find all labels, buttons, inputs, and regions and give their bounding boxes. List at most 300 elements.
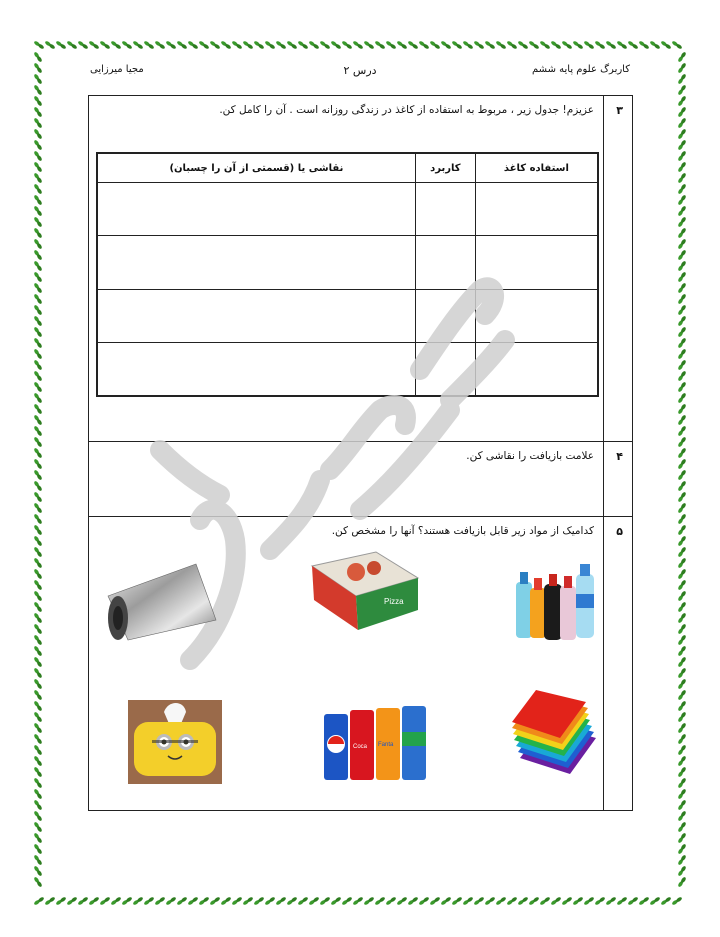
leaf-ornament [374, 40, 385, 49]
leaf-ornament [33, 194, 42, 205]
leaf-ornament [677, 293, 686, 304]
leaf-ornament [33, 359, 42, 370]
leaf-ornament [561, 40, 572, 49]
leaf-ornament [33, 326, 42, 337]
leaf-ornament [677, 678, 686, 689]
leaf-ornament [528, 896, 539, 905]
leaf-ornament [671, 40, 682, 49]
leaf-ornament [33, 755, 42, 766]
leaf-ornament [495, 896, 506, 905]
tissue-box-image [128, 700, 222, 784]
leaf-ornament [297, 896, 308, 905]
table-cell[interactable] [98, 342, 416, 395]
leaf-ornament [616, 896, 627, 905]
leaf-ornament [110, 896, 121, 905]
leaf-ornament [33, 821, 42, 832]
leaf-ornament [33, 337, 42, 348]
leaf-ornament [187, 896, 198, 905]
leaf-ornament [33, 238, 42, 249]
leaf-ornament [33, 689, 42, 700]
leaf-ornament [33, 51, 42, 62]
leaf-ornament [677, 425, 686, 436]
soda-cans-image [322, 702, 428, 782]
leaf-ornament [33, 205, 42, 216]
leaf-ornament [627, 40, 638, 49]
leaf-ornament [677, 832, 686, 843]
leaf-ornament [33, 414, 42, 425]
column-header-application: کاربرد [415, 154, 475, 183]
leaf-ornament [132, 896, 143, 905]
column-header-usage: استفاده کاغذ [475, 154, 597, 183]
leaf-ornament [594, 40, 605, 49]
table-row [98, 289, 598, 342]
leaf-ornament [677, 359, 686, 370]
leaf-ornament [33, 381, 42, 392]
leaf-ornament [33, 425, 42, 436]
leaf-ornament [649, 896, 660, 905]
leaf-ornament [561, 896, 572, 905]
leaf-ornament [385, 896, 396, 905]
leaf-ornament [99, 896, 110, 905]
leaf-ornament [33, 524, 42, 535]
leaf-ornament [677, 568, 686, 579]
leaf-ornament [33, 84, 42, 95]
leaf-ornament [33, 271, 42, 282]
leaf-ornament [33, 568, 42, 579]
leaf-ornament [451, 40, 462, 49]
leaf-ornament [517, 40, 528, 49]
leaf-ornament [677, 876, 686, 887]
leaf-ornament [33, 249, 42, 260]
leaf-ornament [677, 436, 686, 447]
leaf-ornament [352, 896, 363, 905]
leaf-ornament [660, 40, 671, 49]
leaf-ornament [33, 590, 42, 601]
leaf-ornament [308, 896, 319, 905]
leaf-ornament [110, 40, 121, 49]
table-row [98, 183, 598, 236]
column-header-drawing: نقاشی یا (قسمتی از آن را چسبان) [98, 154, 416, 183]
leaf-ornament [154, 40, 165, 49]
leaf-ornament [286, 40, 297, 49]
table-cell[interactable] [475, 183, 597, 236]
leaf-ornament [495, 40, 506, 49]
author-name: مجیا میرزایی [90, 64, 144, 75]
leaf-ornament [33, 579, 42, 590]
leaf-ornament [677, 249, 686, 260]
leaf-ornament [33, 392, 42, 403]
paper-usage-table [96, 152, 599, 397]
table-cell[interactable] [98, 289, 416, 342]
leaf-ornament [677, 491, 686, 502]
number-cell [603, 442, 632, 516]
table-cell[interactable] [475, 289, 597, 342]
leaf-ornament [33, 722, 42, 733]
leaf-ornament [297, 40, 308, 49]
leaf-ornament [677, 403, 686, 414]
leaf-ornament [33, 799, 42, 810]
leaf-ornament [473, 40, 484, 49]
leaf-ornament [677, 656, 686, 667]
leaf-ornament [677, 238, 686, 249]
leaf-ornament [550, 40, 561, 49]
leaf-ornament [242, 40, 253, 49]
leaf-ornament [33, 370, 42, 381]
leaf-ornament [396, 896, 407, 905]
leaf-ornament [88, 40, 99, 49]
leaf-ornament [77, 896, 88, 905]
leaf-ornament [677, 106, 686, 117]
leaf-ornament [33, 183, 42, 194]
leaf-ornament [33, 601, 42, 612]
leaf-ornament [616, 40, 627, 49]
leaf-ornament [677, 524, 686, 535]
leaf-ornament [677, 865, 686, 876]
leaf-ornament [44, 40, 55, 49]
leaf-ornament [253, 40, 264, 49]
leaf-ornament [677, 73, 686, 84]
leaf-ornament [66, 896, 77, 905]
leaf-ornament [33, 546, 42, 557]
leaf-ornament [55, 40, 66, 49]
leaf-ornament [506, 896, 517, 905]
leaf-ornament [677, 645, 686, 656]
leaf-ornament [33, 502, 42, 513]
number-cell [603, 96, 632, 441]
leaf-ornament [677, 227, 686, 238]
table-row [98, 342, 598, 395]
leaf-ornament [677, 722, 686, 733]
leaf-ornament [677, 414, 686, 425]
table-cell[interactable] [415, 183, 475, 236]
leaf-ornament [677, 854, 686, 865]
leaf-ornament [677, 117, 686, 128]
svg-text:Pizza: Pizza [384, 597, 404, 606]
leaf-ornament [176, 896, 187, 905]
table-cell[interactable] [98, 183, 416, 236]
question-row-4 [89, 442, 632, 517]
leaf-ornament [677, 172, 686, 183]
leaf-ornament [677, 689, 686, 700]
colored-paper-image [510, 688, 598, 776]
leaf-ornament [33, 172, 42, 183]
leaf-ornament [385, 40, 396, 49]
leaf-ornament [677, 700, 686, 711]
table-cell[interactable] [415, 289, 475, 342]
leaf-ornament [231, 896, 242, 905]
leaf-ornament [33, 348, 42, 359]
leaf-ornament [677, 139, 686, 150]
table-cell[interactable] [475, 236, 597, 289]
leaf-ornament [198, 40, 209, 49]
leaf-ornament [677, 128, 686, 139]
leaf-ornament [429, 40, 440, 49]
leaf-ornament [176, 40, 187, 49]
leaf-ornament [677, 150, 686, 161]
leaf-ornament [677, 810, 686, 821]
leaf-ornament [275, 896, 286, 905]
leaf-ornament [677, 513, 686, 524]
leaf-ornament [264, 896, 275, 905]
leaf-ornament [363, 896, 374, 905]
question-number: ۳ [616, 104, 623, 117]
table-header-row [98, 154, 598, 183]
leaf-ornament [677, 51, 686, 62]
leaf-ornament [165, 40, 176, 49]
leaf-ornament [677, 95, 686, 106]
leaf-ornament [33, 62, 42, 73]
leaf-ornament [363, 40, 374, 49]
leaf-ornament [33, 733, 42, 744]
leaf-ornament [33, 634, 42, 645]
leaf-ornament [165, 896, 176, 905]
leaf-ornament [539, 40, 550, 49]
leaf-ornament [33, 128, 42, 139]
leaf-ornament [638, 896, 649, 905]
leaf-ornament [33, 667, 42, 678]
leaf-ornament [451, 896, 462, 905]
leaf-ornament [583, 896, 594, 905]
leaf-ornament [33, 854, 42, 865]
leaf-ornament [407, 40, 418, 49]
lesson-number: درس ۲ [343, 64, 377, 77]
question-number: ۴ [616, 450, 623, 463]
leaf-ornament [132, 40, 143, 49]
leaf-ornament [44, 896, 55, 905]
pizza-box-image [306, 548, 422, 636]
leaf-ornament [33, 865, 42, 876]
leaf-ornament [677, 271, 686, 282]
leaf-ornament [330, 40, 341, 49]
leaf-ornament [677, 469, 686, 480]
leaf-ornament [440, 896, 451, 905]
leaf-ornament [33, 535, 42, 546]
leaf-ornament [33, 788, 42, 799]
leaf-ornament [319, 896, 330, 905]
leaf-ornament [231, 40, 242, 49]
leaf-ornament [209, 40, 220, 49]
leaf-ornament [253, 896, 264, 905]
table-cell[interactable] [415, 236, 475, 289]
leaf-ornament [677, 535, 686, 546]
leaf-ornament [33, 95, 42, 106]
leaf-ornament [33, 832, 42, 843]
leaf-ornament [396, 40, 407, 49]
leaf-ornament [677, 205, 686, 216]
leaf-ornament [33, 491, 42, 502]
leaf-ornament [88, 896, 99, 905]
svg-text:Fanta: Fanta [378, 742, 394, 748]
leaf-ornament [627, 896, 638, 905]
leaf-ornament [33, 744, 42, 755]
leaf-ornament [677, 502, 686, 513]
svg-text:Coca: Coca [353, 744, 368, 750]
leaf-ornament [677, 348, 686, 359]
leaf-ornament [550, 896, 561, 905]
leaf-ornament [484, 896, 495, 905]
leaf-ornament [33, 513, 42, 524]
leaf-ornament [77, 40, 88, 49]
leaf-ornament [33, 161, 42, 172]
leaf-ornament [506, 40, 517, 49]
leaf-ornament [33, 150, 42, 161]
leaf-ornament [677, 84, 686, 95]
leaf-ornament [677, 733, 686, 744]
leaf-ornament [33, 843, 42, 854]
leaf-ornament [143, 40, 154, 49]
leaf-ornament [677, 260, 686, 271]
table-row [98, 236, 598, 289]
leaf-ornament [33, 711, 42, 722]
leaf-ornament [33, 227, 42, 238]
leaf-ornament [677, 216, 686, 227]
leaf-ornament [33, 612, 42, 623]
leaf-ornament [33, 139, 42, 150]
leaf-ornament [671, 896, 682, 905]
leaf-ornament [677, 326, 686, 337]
leaf-ornament [33, 469, 42, 480]
leaf-ornament [677, 744, 686, 755]
leaf-ornament [242, 896, 253, 905]
leaf-ornament [677, 788, 686, 799]
leaf-ornament [605, 896, 616, 905]
leaf-ornament [649, 40, 660, 49]
leaf-ornament [33, 282, 42, 293]
leaf-ornament [374, 896, 385, 905]
leaf-ornament [677, 337, 686, 348]
leaf-ornament [121, 40, 132, 49]
leaf-ornament [677, 381, 686, 392]
leaf-ornament [677, 843, 686, 854]
leaf-ornament [55, 896, 66, 905]
leaf-ornament [677, 392, 686, 403]
leaf-ornament [418, 896, 429, 905]
leaf-ornament [660, 896, 671, 905]
leaf-ornament [677, 579, 686, 590]
leaf-ornament [677, 62, 686, 73]
leaf-ornament [99, 40, 110, 49]
leaf-ornament [677, 821, 686, 832]
leaf-ornament [33, 766, 42, 777]
plastic-bottles-image [512, 560, 598, 642]
leaf-ornament [572, 40, 583, 49]
leaf-ornament [33, 458, 42, 469]
leaf-ornament [677, 447, 686, 458]
table-cell[interactable] [98, 236, 416, 289]
leaf-ornament [677, 755, 686, 766]
leaf-ornament [677, 458, 686, 469]
leaf-ornament [33, 810, 42, 821]
leaf-ornament [677, 315, 686, 326]
leaf-ornament [264, 40, 275, 49]
leaf-ornament [638, 40, 649, 49]
leaf-ornament [677, 601, 686, 612]
leaf-ornament [33, 436, 42, 447]
leaf-ornament [33, 106, 42, 117]
leaf-ornament [539, 896, 550, 905]
leaf-ornament [33, 777, 42, 788]
leaf-ornament [209, 896, 220, 905]
leaf-ornament [143, 896, 154, 905]
leaf-ornament [66, 40, 77, 49]
leaf-ornament [33, 480, 42, 491]
leaf-ornament [286, 896, 297, 905]
leaf-ornament [33, 678, 42, 689]
leaf-ornament [154, 896, 165, 905]
leaf-ornament [198, 896, 209, 905]
leaf-ornament [418, 40, 429, 49]
leaf-ornament [677, 667, 686, 678]
leaf-ornament [605, 40, 616, 49]
leaf-ornament [33, 447, 42, 458]
leaf-ornament [583, 40, 594, 49]
number-cell [603, 517, 632, 810]
leaf-ornament [677, 161, 686, 172]
leaf-ornament [407, 896, 418, 905]
leaf-ornament [429, 896, 440, 905]
leaf-ornament [33, 40, 44, 49]
leaf-ornament [220, 896, 231, 905]
leaf-ornament [528, 40, 539, 49]
leaf-ornament [677, 634, 686, 645]
leaf-ornament [677, 766, 686, 777]
leaf-ornament [484, 40, 495, 49]
leaf-ornament [33, 73, 42, 84]
leaf-ornament [33, 656, 42, 667]
leaf-ornament [677, 623, 686, 634]
leaf-ornament [473, 896, 484, 905]
leaf-ornament [33, 403, 42, 414]
leaf-ornament [33, 645, 42, 656]
table-cell[interactable] [415, 342, 475, 395]
leaf-ornament [33, 896, 44, 905]
leaf-ornament [33, 117, 42, 128]
leaf-ornament [33, 623, 42, 634]
leaf-ornament [33, 293, 42, 304]
leaf-ornament [517, 896, 528, 905]
leaf-ornament [33, 700, 42, 711]
leaf-ornament [341, 896, 352, 905]
worksheet-title: کاربرگ علوم پایه ششم [532, 64, 630, 75]
aluminum-foil-image [106, 560, 218, 642]
question-text: عزیزم! جدول زیر ، مربوط به استفاده از کاغذ در زندگی روزانه است . آن را کامل کن. [219, 104, 594, 116]
leaf-ornament [677, 370, 686, 381]
question-number: ۵ [616, 525, 623, 538]
leaf-ornament [677, 194, 686, 205]
question-text: کدامیک از مواد زیر قابل بازیافت هستند؟ آنها را مشخص کن. [331, 525, 594, 537]
leaf-ornament [33, 876, 42, 887]
leaf-ornament [121, 896, 132, 905]
leaf-ornament [572, 896, 583, 905]
leaf-ornament [220, 40, 231, 49]
page-header [90, 64, 630, 78]
leaf-ornament [275, 40, 286, 49]
leaf-ornament [319, 40, 330, 49]
leaf-ornament [33, 304, 42, 315]
table-cell[interactable] [475, 342, 597, 395]
leaf-ornament [440, 40, 451, 49]
leaf-ornament [33, 216, 42, 227]
leaf-ornament [187, 40, 198, 49]
leaf-ornament [677, 557, 686, 568]
question-text: علامت بازیافت را نقاشی کن. [466, 450, 594, 462]
leaf-ornament [677, 480, 686, 491]
leaf-ornament [308, 40, 319, 49]
leaf-ornament [352, 40, 363, 49]
leaf-ornament [677, 183, 686, 194]
leaf-ornament [677, 282, 686, 293]
leaf-ornament [33, 260, 42, 271]
